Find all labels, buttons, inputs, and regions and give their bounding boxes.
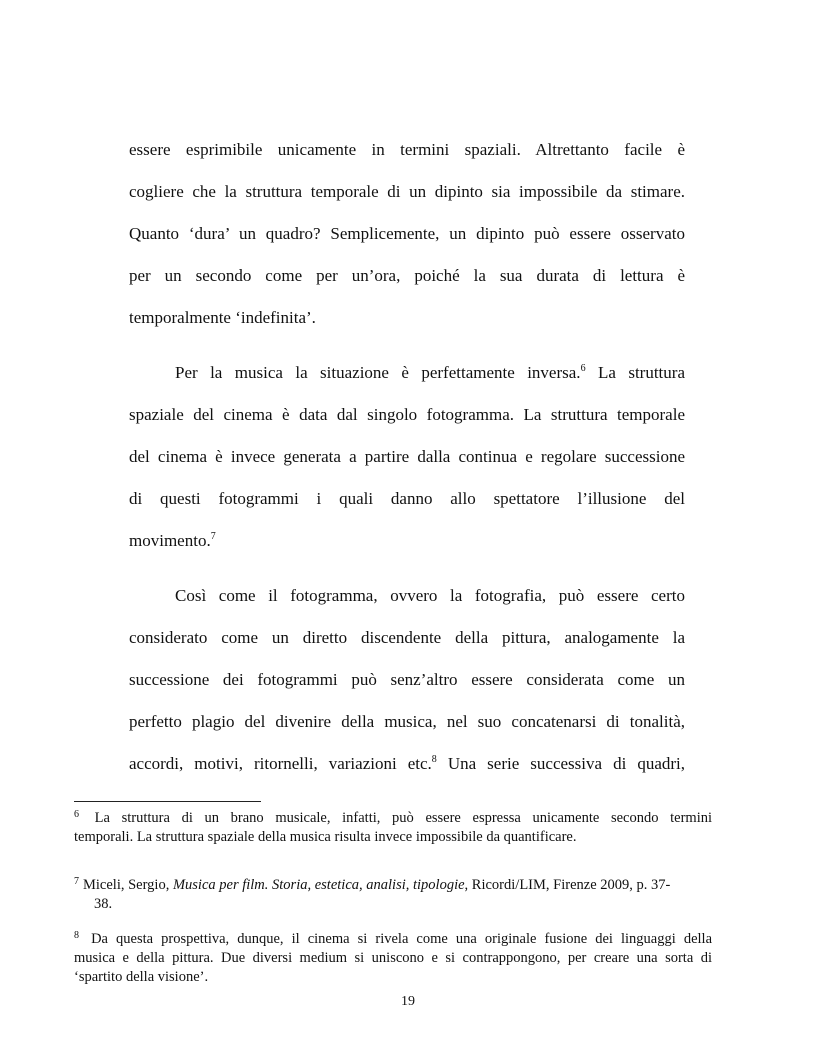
- footnote-text: temporali. La struttura spaziale della musica risulta invece impossibile da quantificare.: [74, 829, 577, 845]
- footnote-text: Da questa prospettiva, dunque, il cinema si rivela come una originale fusione dei linguaggi della: [91, 931, 713, 947]
- footnote-ref: 6: [580, 363, 586, 374]
- body-text: movimento.: [129, 531, 211, 550]
- footnote-ref: 8: [431, 754, 437, 765]
- footnote-separator: [74, 801, 261, 802]
- footnote-7: [74, 876, 712, 895]
- body-text: Per la musica la situazione è perfettamente inversa.: [175, 363, 581, 382]
- footnote-number: 6: [74, 809, 79, 820]
- body-text: La struttura: [585, 363, 685, 382]
- footnote-ref: 7: [210, 531, 216, 542]
- footnote-text: 38.: [94, 896, 113, 912]
- body-line: cogliere che la struttura temporale di un dipinto sia impossibile da stimare.: [129, 182, 685, 201]
- footnote-8: [74, 930, 712, 949]
- footnote-text: , Ricordi/LIM, Firenze 2009, p. 37-: [464, 877, 671, 893]
- footnote-number: 7: [74, 876, 79, 887]
- body-line: successione dei fotogrammi può senz’altro essere considerata come un: [129, 670, 685, 689]
- footnote-text: ‘spartito della visione’.: [74, 969, 209, 985]
- footnote-text: La struttura di un brano musicale, infatti, può essere espressa unicamente secondo termini: [94, 810, 713, 826]
- body-line: considerato come un diretto discendente della pittura, analogamente la: [129, 628, 685, 647]
- body-line: [129, 754, 685, 774]
- body-line: [129, 363, 685, 383]
- body-line: Così come il fotogramma, ovvero la fotografia, può essere certo: [175, 586, 685, 605]
- footnote-title: Musica per film. Storia, estetica, analisi, tipologie: [172, 877, 465, 893]
- footnote-text: musica e della pittura. Due diversi medium si uniscono e si contrappongono, per creare una sorta di: [74, 950, 712, 966]
- body-text: accordi, motivi, ritornelli, variazioni etc.: [129, 754, 432, 773]
- footnote-number: 8: [74, 930, 79, 941]
- body-line: [129, 531, 685, 551]
- body-line: spaziale del cinema è data dal singolo fotogramma. La struttura temporale: [129, 405, 685, 424]
- body-line: del cinema è invece generata a partire dalla continua e regolare successione: [129, 447, 685, 466]
- footnote-author: Miceli, Sergio,: [83, 877, 173, 893]
- body-line: perfetto plagio del divenire della musica, nel suo concatenarsi di tonalità,: [129, 712, 685, 731]
- page-number: 19: [401, 994, 415, 1009]
- body-line: essere esprimibile unicamente in termini spaziali. Altrettanto facile è: [129, 140, 685, 159]
- body-text: Una serie successiva di quadri,: [436, 754, 685, 773]
- body-line: di questi fotogrammi i quali danno allo spettatore l’illusione del: [129, 489, 685, 508]
- body-line: per un secondo come per un’ora, poiché la sua durata di lettura è: [129, 266, 685, 285]
- body-line: temporalmente ‘indefinita’.: [129, 308, 316, 327]
- footnote-6: [74, 809, 712, 828]
- body-line: Quanto ‘dura’ un quadro? Semplicemente, un dipinto può essere osservato: [129, 224, 685, 243]
